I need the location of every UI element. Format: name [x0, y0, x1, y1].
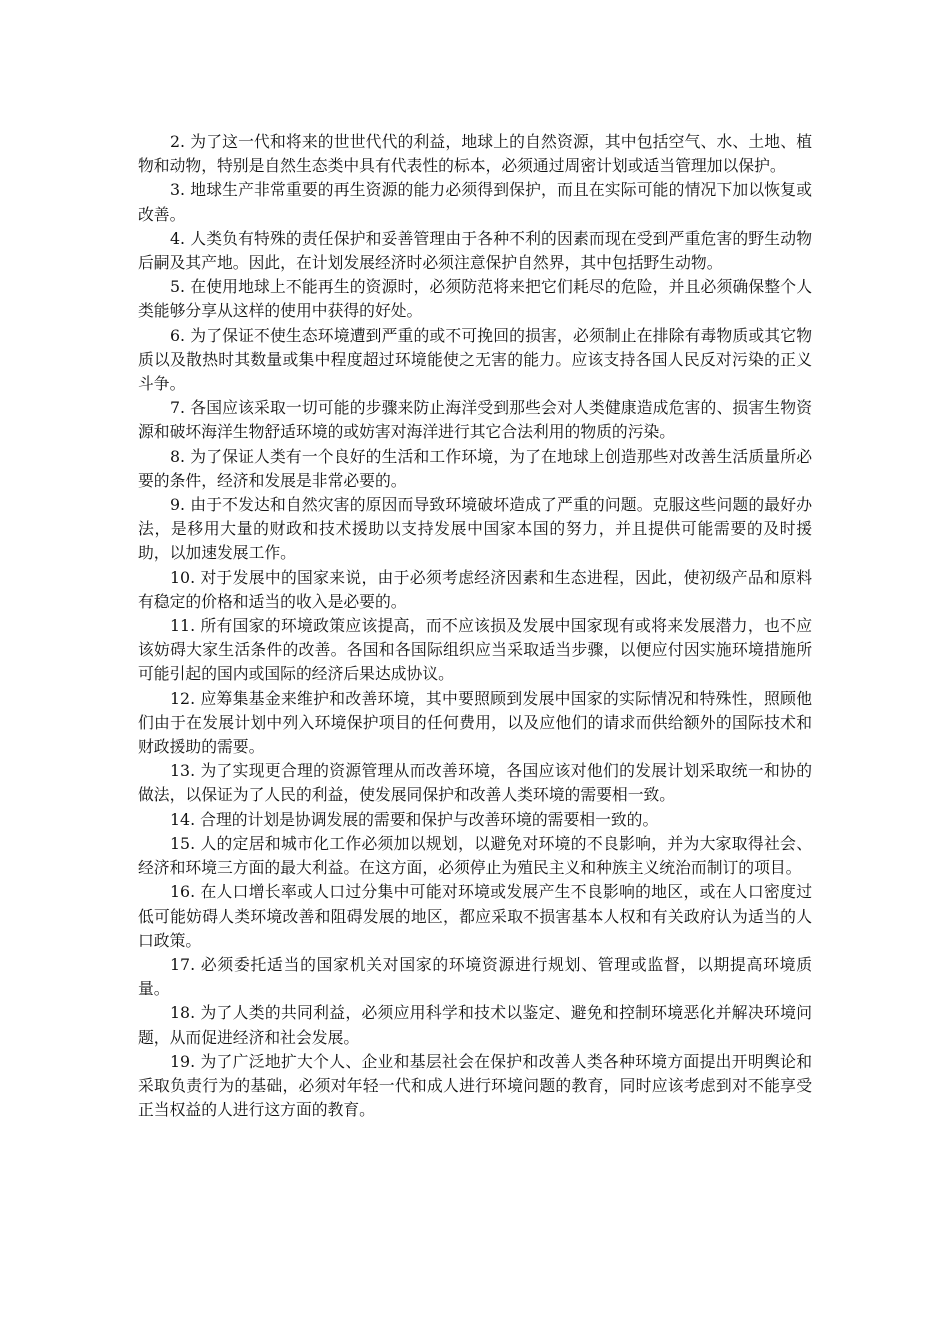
- paragraph-19: 19. 为了广泛地扩大个人、企业和基层社会在保护和改善人类各种环境方面提出开明舆论和采取负责行为的基础，必须对年轻一代和成人进行环境问题的教育，同时应该考虑到对不能享受正当权益的人进行这方面的教育。: [138, 1051, 812, 1120]
- paragraph-14: 14. 合理的计划是协调发展的需要和保护与改善环境的需要相一致的。: [170, 809, 659, 829]
- paragraph-11: 11. 所有国家的环境政策应该提高，而不应该损及发展中国家现有或将来发展潜力，也不应该妨碍大家生活条件的改善。各国和各国际组织应当采取适当步骤，以便应付因实施环境措施所可能引起的国内或国际的经济后果达成协议。: [138, 616, 812, 684]
- paragraph-15: 15. 人的定居和城市化工作必须加以规划，以避免对环境的不良影响，并为大家取得社会、经济和环境三方面的最大利益。在这方面，必须停止为殖民主义和种族主义统治而制订的项目。: [138, 833, 812, 878]
- paragraph-6: 6. 为了保证不使生态环境遭到严重的或不可挽回的损害，必须制止在排除有毒物质或其它物质以及散热时其数量或集中程度超过环境能使之无害的能力。应该支持各国人民反对污染的正义斗争。: [138, 325, 812, 394]
- paragraph-10: 10. 对于发展中的国家来说，由于必须考虑经济因素和生态进程，因此，使初级产品和原料有稳定的价格和适当的收入是必要的。: [138, 567, 812, 611]
- paragraph-7: 7. 各国应该采取一切可能的步骤来防止海洋受到那些会对人类健康造成危害的、损害生物资源和破坏海洋生物舒适环境的或妨害对海洋进行其它合法利用的物质的污染。: [138, 398, 812, 442]
- paragraph-13: 13. 为了实现更合理的资源管理从而改善环境，各国应该对他们的发展计划采取统一和协的做法，以保证为了人民的利益，使发展同保护和改善人类环境的需要相一致。: [138, 761, 812, 805]
- paragraph-4: 4. 人类负有特殊的责任保护和妥善管理由于各种不利的因素而现在受到严重危害的野生动物后嗣及其产地。因此，在计划发展经济时必须注意保护自然界，其中包括野生动物。: [138, 228, 812, 273]
- paragraph-3: 3. 地球生产非常重要的再生资源的能力必须得到保护，而且在实际可能的情况下加以恢复或改善。: [138, 180, 812, 224]
- paragraph-2: 2. 为了这一代和将来的世世代代的利益，地球上的自然资源，其中包括空气、水、土地、植物和动物，特别是自然生态类中具有代表性的标本，必须通过周密计划或适当管理加以保护。: [138, 132, 812, 176]
- paragraph-16: 16. 在人口增长率或人口过分集中可能对环境或发展产生不良影响的地区，或在人口密度过低可能妨碍人类环境改善和阻碍发展的地区，都应采取不损害基本人权和有关政府认为适当的人口政策。: [138, 882, 812, 950]
- paragraph-9: 9. 由于不发达和自然灾害的原因而导致环境破坏造成了严重的问题。克服这些问题的最好办法，是移用大量的财政和技术援助以支持发展中国家本国的努力，并且提供可能需要的及时援助，以加速发展工作。: [138, 495, 812, 563]
- paragraph-18: 18. 为了人类的共同利益，必须应用科学和技术以鉴定、避免和控制环境恶化并解决环境问题，从而促进经济和社会发展。: [138, 1003, 812, 1047]
- paragraph-12: 12. 应筹集基金来维护和改善环境，其中要照顾到发展中国家的实际情况和特殊性，照顾他们由于在发展计划中列入环境保护项目的任何费用，以及应他们的请求而供给额外的国际技术和财政援助的需要。: [138, 688, 812, 757]
- paragraph-8: 8. 为了保证人类有一个良好的生活和工作环境，为了在地球上创造那些对改善生活质量所必要的条件，经济和发展是非常必要的。: [138, 446, 812, 490]
- paragraph-17: 17. 必须委托适当的国家机关对国家的环境资源进行规划、管理或监督，以期提高环境质量。: [138, 954, 812, 999]
- paragraph-5: 5. 在使用地球上不能再生的资源时，必须防范将来把它们耗尽的危险，并且必须确保整个人类能够分享从这样的使用中获得的好处。: [138, 277, 812, 321]
- document-body: [138, 130, 812, 1122]
